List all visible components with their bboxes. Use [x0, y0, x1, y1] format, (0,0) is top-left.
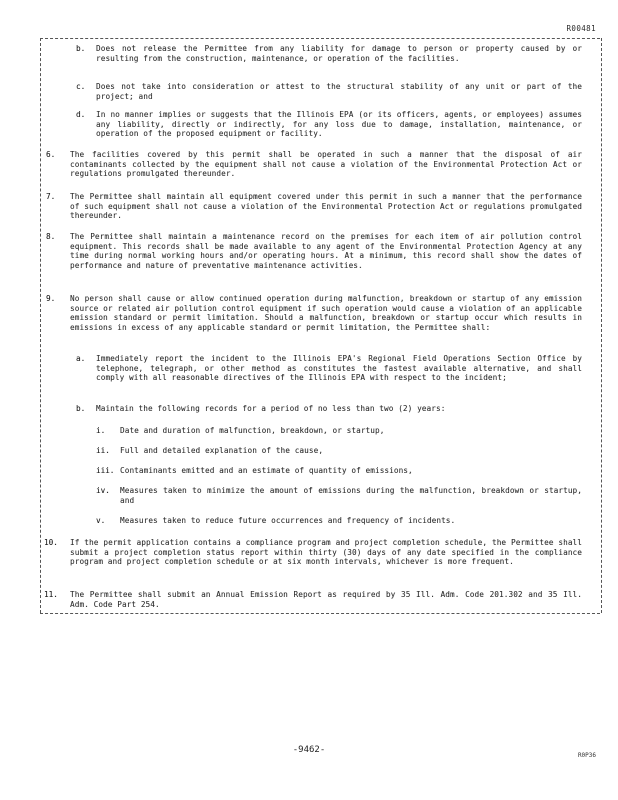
item-b-label: b. [76, 44, 86, 53]
item-8-text: The Permittee shall maintain a maintenance record on the premises for each item of air pollution control equipment. This records shall be made available to any agent of the Environmental Protection Agency at any time during normal working hours and/or operating hours. At a minimum, this record shall show the dates of performance and nature of preventative maintenance activities. [70, 232, 582, 270]
item-11-text: The Permittee shall submit an Annual Emission Report as required by 35 Ill. Adm. Code 201.302 and 35 Ill. Adm. Code Part 254. [70, 590, 582, 609]
item-d-label: d. [76, 110, 86, 119]
item-c-label: c. [76, 82, 86, 91]
item-9-text: No person shall cause or allow continued operation during malfunction, breakdown or startup of any emission source or related air pollution control equipment if such operation would cause a violation of an applicable emission standard or permit limitation. Should a malfunction, breakdown or startup occur which results in emissions in excess of any applicable standard or permit limitation, the Permittee shall: [70, 294, 582, 332]
record-iii-label: iii. [96, 466, 115, 475]
item-10-text: If the permit application contains a compliance program and project completion schedule, the Permittee shall submit a project completion status report within thirty (30) days of any date specified in the compliance program and project completion schedule or at six month intervals, whichever is more frequent. [70, 538, 582, 567]
record-v-text: Measures taken to reduce future occurrences and frequency of incidents. [120, 516, 456, 525]
item-6-text: The facilities covered by this permit shall be operated in such a manner that the disposal of air contaminants collected by the equipment shall not cause a violation of the Environmental Protection Act or regulations promulgated thereunder. [70, 150, 582, 179]
item-7-label: 7. [46, 192, 56, 201]
record-i-text: Date and duration of malfunction, breakdown, or startup, [120, 426, 385, 435]
item-10-label: 10. [44, 538, 58, 547]
record-v-label: v. [96, 516, 106, 525]
page-number: -9462- [292, 745, 326, 755]
item-8-label: 8. [46, 232, 56, 241]
item-11-label: 11. [44, 590, 58, 599]
record-ii-text: Full and detailed explanation of the cause, [120, 446, 324, 455]
record-i-label: i. [96, 426, 106, 435]
item-9b-label: b. [76, 404, 86, 413]
item-9a-text: Immediately report the incident to the Illinois EPA's Regional Field Operations Section Office by telephone, telegraph, or other method as constitutes the fastest available alternative, and shall comply with all reasonable directives of the Illinois EPA with respect to the incident; [96, 354, 582, 383]
item-9b-text: Maintain the following records for a period of no less than two (2) years: [96, 404, 446, 413]
footer-reference: R0P36 [577, 752, 596, 759]
item-6-label: 6. [46, 150, 56, 159]
top-rule [40, 38, 600, 39]
record-iv-label: iv. [96, 486, 110, 495]
item-9a-label: a. [76, 354, 86, 363]
record-iii-text: Contaminants emitted and an estimate of quantity of emissions, [120, 466, 413, 475]
item-7-text: The Permittee shall maintain all equipment covered under this permit in such a manner that the performance of such equipment shall not cause a violation of the Environmental Protection Act or regulations promulgated thereunder. [70, 192, 582, 221]
record-iv-text: Measures taken to minimize the amount of emissions during the malfunction, breakdown or startup, and [120, 486, 582, 505]
item-c-text: Does not take into consideration or attest to the structural stability of any unit or part of the project; and [96, 82, 582, 101]
item-d-text: In no manner implies or suggests that the Illinois EPA (or its officers, agents, or employees) assumes any liability, directly or indirectly, for any loss due to damage, installation, maintenance, or operation of the proposed equipment or facility. [96, 110, 582, 139]
record-ii-label: ii. [96, 446, 110, 455]
document-id: R00481 [566, 24, 596, 33]
item-b-text: Does not release the Permittee from any liability for damage to person or property caused by or resulting from the construction, maintenance, or operation of the facilities. [96, 44, 582, 63]
item-9-label: 9. [46, 294, 56, 303]
bottom-rule [40, 613, 600, 614]
